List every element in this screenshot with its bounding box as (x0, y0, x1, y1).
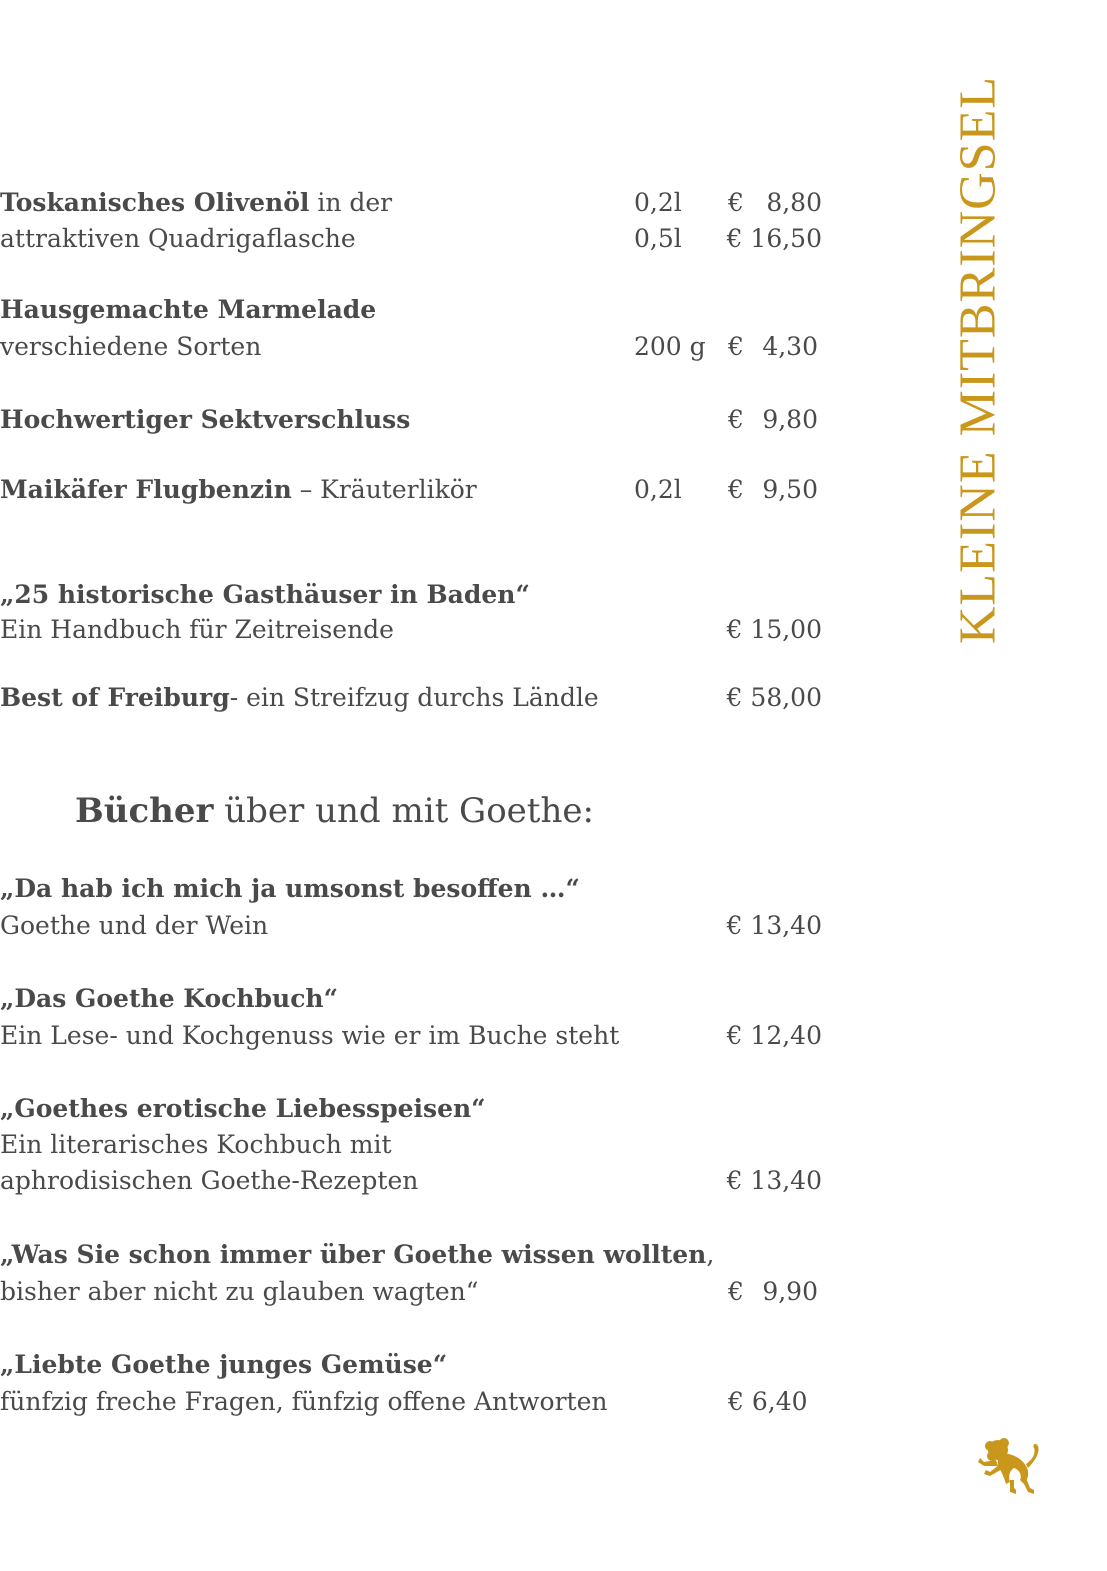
item-name: Hausgemachte Marmelade (0, 295, 377, 324)
book-title-line (0, 1240, 714, 1270)
list-item (0, 683, 599, 713)
item-name: Maikäfer Flugbenzin (0, 475, 292, 504)
book-title: „Liebte Goethe junges Gemüse“ (0, 1350, 448, 1379)
item-description: Ein Handbuch für Zeitreisende (0, 615, 394, 644)
book-title: „Da hab ich mich ja umsonst besoffen …“ (0, 874, 580, 903)
item-price: € 58,00 (726, 683, 822, 712)
book-title: „Das Goethe Kochbuch“ (0, 984, 338, 1013)
lion-icon (974, 1436, 1040, 1498)
item-name: „25 historische Gasthäuser in Baden“ (0, 580, 530, 609)
list-item (0, 188, 392, 218)
book-price: € 6,40 (728, 1387, 808, 1416)
book-description: bisher aber nicht zu glauben wagten“ (0, 1277, 479, 1306)
item-price: 8,80 (766, 188, 822, 217)
item-description: in der (309, 188, 393, 217)
book-description: Ein Lese- und Kochgenuss wie er im Buche steht (0, 1021, 620, 1050)
item-description: attraktiven Quadrigaflasche (0, 224, 356, 253)
item-price: 9,80 (762, 405, 818, 434)
item-price: € 15,00 (726, 615, 822, 644)
book-price: 9,90 (762, 1277, 818, 1306)
item-name: Best of Freiburg (0, 683, 230, 712)
item-quantity: 0,2l (634, 475, 682, 504)
section-heading (75, 790, 594, 832)
item-price: 4,30 (762, 332, 818, 361)
book-title-punct: , (706, 1240, 715, 1269)
section-heading-bold: Bücher (75, 791, 214, 831)
item-price: € 16,50 (726, 224, 822, 253)
item-quantity: 200 g (634, 332, 706, 361)
item-quantity: 0,5l (634, 224, 682, 253)
currency-symbol: € (728, 405, 744, 434)
book-price: € 12,40 (726, 1021, 822, 1050)
item-name: Toskanisches Olivenöl (0, 188, 310, 217)
book-price: € 13,40 (726, 1166, 822, 1195)
book-title: „Goethes erotische Liebesspeisen“ (0, 1094, 486, 1123)
item-name: Hochwertiger Sektverschluss (0, 405, 411, 434)
item-description: – Kräuterlikör (291, 475, 477, 504)
item-price: 9,50 (762, 475, 818, 504)
book-description: Goethe und der Wein (0, 911, 269, 940)
currency-symbol: € (728, 188, 744, 217)
book-description: aphrodisischen Goethe-Rezepten (0, 1166, 419, 1195)
book-price: € 13,40 (726, 911, 822, 940)
item-description: verschiedene Sorten (0, 332, 262, 361)
book-title: „Was Sie schon immer über Goethe wissen wollten (0, 1240, 707, 1269)
item-quantity: 0,2l (634, 188, 682, 217)
currency-symbol: € (728, 475, 744, 504)
currency-symbol: € (728, 332, 744, 361)
section-heading-rest: über und mit Goethe: (213, 791, 594, 831)
currency-symbol: € (728, 1277, 744, 1306)
list-item (0, 475, 477, 505)
book-description: fünfzig freche Fragen, fünfzig offene Antworten (0, 1387, 608, 1416)
page-title: KLEINE MITBRINGSEL (949, 75, 1007, 645)
book-description: Ein literarisches Kochbuch mit (0, 1130, 392, 1159)
item-description: - ein Streifzug durchs Ländle (229, 683, 599, 712)
